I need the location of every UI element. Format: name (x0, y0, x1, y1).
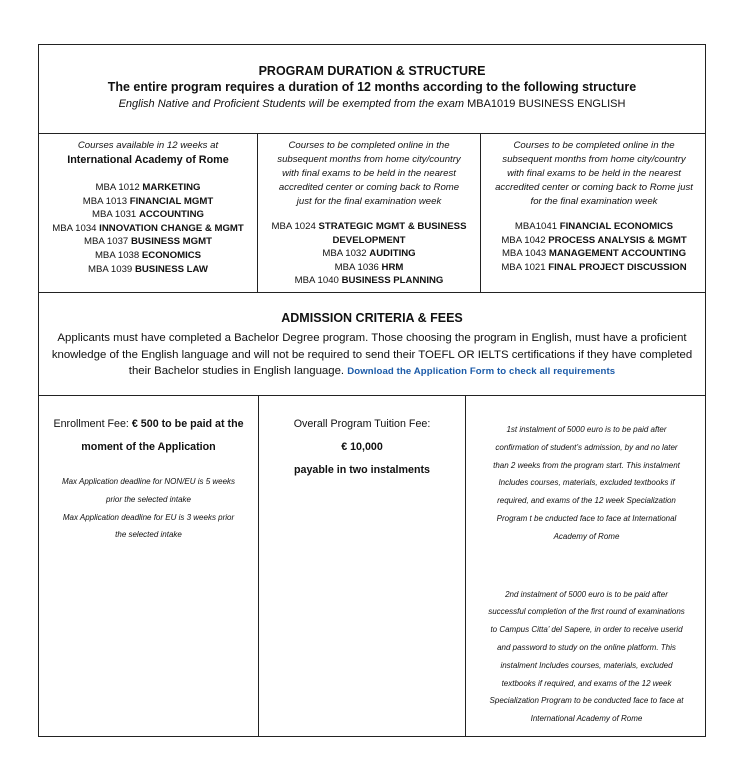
column-intro (39, 139, 257, 153)
tuition-fee-cell (259, 413, 465, 482)
course-name: FINANCIAL ECONOMICS (559, 221, 674, 232)
course-code: MBA 1038 (94, 249, 140, 261)
course-column-3 (481, 139, 707, 274)
column-intro-line: accredited center or coming back to Rome (278, 182, 460, 193)
course-item (39, 249, 257, 263)
course-code: MBA 1043 (501, 248, 547, 260)
course-code: MBA 1036 (334, 261, 379, 273)
text-line: Academy of Rome (553, 531, 620, 541)
text-line: than 2 weeks from the program start. This instalment (493, 460, 680, 470)
course-code: MBA 1042 (501, 234, 546, 246)
text-line: the selected intake (115, 530, 182, 540)
course-code: MBA 1021 (501, 261, 546, 273)
column-intro-line: accredited center or coming back to Rome just (495, 182, 693, 193)
enrollment-fee-line-2: moment of the Application (81, 441, 216, 453)
course-list (258, 220, 480, 288)
text-line: successful completion of the first round of examinations (488, 607, 685, 617)
structure-title: PROGRAM DURATION & STRUCTURE (258, 64, 486, 78)
course-name: HRM (381, 261, 404, 273)
course-item (481, 234, 707, 248)
column-intro (258, 139, 480, 209)
course-column-1 (39, 139, 257, 276)
text-line: to Campus Citta’ del Sapere, in order to receive userid (490, 625, 683, 635)
course-name-continued: DEVELOPMENT (332, 234, 406, 246)
instalment-2 (466, 586, 707, 728)
text-line: instalment Includes courses, materials, excluded (500, 660, 673, 670)
tuition-note: payable in two instalments (294, 464, 430, 476)
structure-note-italic: English Native and Proficient Students will be exempted from the exam (118, 98, 465, 110)
text-line: required, and exams of the 12 week Specialization (497, 496, 676, 506)
course-name: BUSINESS LAW (134, 263, 208, 275)
admission-line-3: their Bachelor studies in English language. (128, 365, 345, 377)
course-list (481, 220, 707, 274)
structure-header (39, 63, 705, 113)
structure-note-course: MBA1019 BUSINESS ENGLISH (467, 98, 626, 110)
divider (39, 292, 705, 293)
course-code: MBA 1024 (271, 221, 316, 232)
enrollment-fee-cell (39, 413, 258, 544)
course-list (39, 181, 257, 276)
course-column-2 (258, 139, 480, 288)
course-code: MBA 1039 (88, 263, 133, 275)
admission-title: ADMISSION CRITERIA & FEES (281, 311, 463, 325)
text-line: 1st instalment of 5000 euro is to be paid after (506, 425, 667, 434)
enrollment-fee-line-1 (39, 413, 258, 436)
course-item (258, 247, 480, 261)
course-item (481, 220, 707, 234)
course-name: FINAL PROJECT DISCUSSION (548, 261, 687, 273)
course-name: BUSINESS PLANNING (341, 275, 444, 287)
text-line: Program t be cnducted face to face at International (496, 513, 677, 523)
text-line: textbooks if required, and exams of the 12 week (501, 678, 672, 688)
admission-section (39, 310, 705, 381)
enrollment-fee-amount: € 500 to be paid at the (131, 418, 244, 430)
course-name: PROCESS ANALYSIS & MGMT (548, 234, 687, 246)
column-intro-line: for the final examination week (530, 196, 658, 207)
column-intro-line: Courses to be completed online in the (288, 140, 450, 151)
text-line: and password to study on the online platform. This (497, 642, 676, 652)
admission-line-2: knowledge of the English language and will not be required to send their TOEFL OR IELTS certifications if they have completed (51, 348, 693, 361)
text-line: Max Application deadline for NON/EU is 5 weeks (61, 477, 236, 486)
course-code: MBA 1012 (95, 182, 140, 193)
course-name: MARKETING (142, 182, 201, 193)
course-code: MBA 1031 (92, 209, 137, 221)
course-name: MANAGEMENT ACCOUNTING (548, 248, 687, 260)
course-name: AUDITING (369, 248, 416, 260)
course-item (39, 263, 257, 277)
course-name: STRATEGIC MGMT & BUSINESS (318, 221, 467, 232)
column-intro-bold: International Academy of Rome (67, 154, 229, 166)
course-code: MBA 1040 (294, 275, 339, 287)
text-line: 2nd instalment of 5000 euro is to be paid after (505, 589, 668, 599)
column-intro-line: subsequent months from home city/country (502, 154, 686, 165)
course-item (39, 235, 257, 249)
text-line: International Academy of Rome (530, 714, 643, 724)
course-item (258, 261, 480, 275)
text-line: Max Application deadline for EU is 3 weeks prior (62, 512, 235, 522)
admission-line-3-wrap (39, 363, 705, 381)
column-intro-line: with final exams to be held in the nearest (282, 168, 456, 179)
divider (39, 133, 705, 134)
enrollment-fee-prefix: Enrollment Fee: (53, 418, 129, 430)
course-code: MBA1041 (514, 221, 558, 232)
column-intro-line: just for the final examination week (296, 196, 442, 207)
course-name: INNOVATION CHANGE & MGMT (99, 222, 244, 234)
text-line: confirmation of student’s admission, by and no later (495, 442, 678, 452)
column-intro-line: subsequent months from home city/country (277, 154, 461, 165)
instalments-cell (466, 421, 707, 728)
course-code: MBA 1032 (322, 248, 367, 260)
course-name: ACCOUNTING (138, 209, 204, 221)
course-item (258, 274, 480, 288)
document-frame (38, 44, 706, 737)
column-intro-line: with final exams to be held in the nearest (507, 168, 681, 179)
course-code: MBA 1034 (52, 222, 97, 234)
column-intro-line: Courses available in 12 weeks at (77, 140, 219, 151)
column-intro-line: Courses to be completed online in the (513, 140, 675, 151)
course-name: ECONOMICS (141, 249, 202, 261)
deadline-notes (39, 473, 258, 544)
course-name: FINANCIAL MGMT (129, 195, 214, 207)
course-code: MBA 1037 (84, 236, 129, 248)
column-intro (481, 139, 707, 209)
tuition-label: Overall Program Tuition Fee: (293, 418, 431, 430)
course-item (39, 222, 257, 236)
course-code: MBA 1013 (82, 195, 128, 207)
download-application-link[interactable]: Download the Application Form to check all requirements (347, 366, 616, 377)
structure-subtitle: The entire program requires a duration of 12 months according to the following structure (107, 80, 637, 94)
instalment-1 (466, 421, 707, 546)
course-item (39, 195, 257, 209)
course-item (39, 208, 257, 222)
structure-note (39, 96, 705, 113)
course-item (39, 181, 257, 195)
divider (39, 395, 705, 396)
course-item (481, 261, 707, 275)
text-line: prior the selected intake (106, 494, 191, 504)
text-line: Includes courses, materials, excluded textbooks if (498, 478, 675, 488)
course-item (481, 247, 707, 261)
text-line: Specialization Program to be conducted face to face at (489, 696, 684, 706)
admission-line-1: Applicants must have completed a Bachelor Degree program. Those choosing the program in English, must have a proficient (57, 332, 687, 344)
course-name: BUSINESS MGMT (130, 236, 212, 248)
course-item (258, 220, 480, 234)
tuition-amount: € 10,000 (341, 441, 383, 453)
